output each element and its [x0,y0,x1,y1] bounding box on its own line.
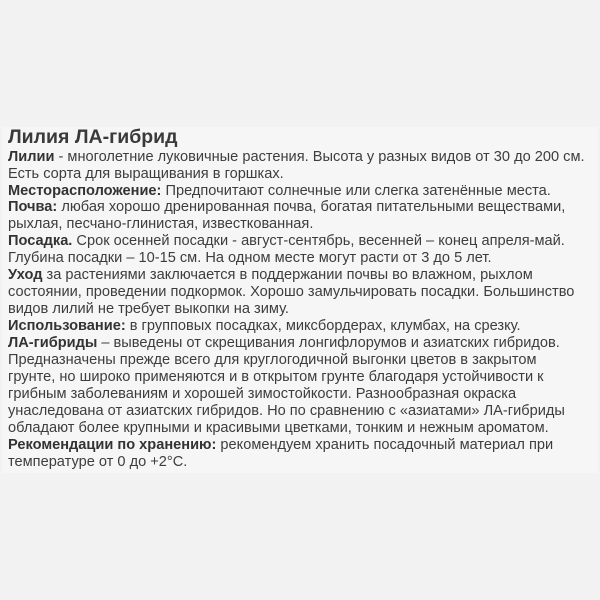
label-lilies: Лилии [8,149,55,165]
paragraph-soil-line-1 [8,199,565,216]
paragraph-planting-line-1 [8,233,565,250]
paragraph-care-line-1 [8,267,533,284]
label-usage: Использование: [8,318,126,334]
paragraph-usage [8,318,521,335]
text: в групповых посадках, миксбордерах, клумбах, на срезку. [125,318,521,334]
label-planting: Посадка. [8,233,73,249]
paragraph-la-hybrids-line-3: грунте, но широко применяются и в открытом грунте благодаря устойчивости к [8,369,544,385]
text: за растениями заключается в поддержании почвы во влажном, рыхлом [42,267,533,283]
paragraph-storage-line-2: температуре от 0 до +2°С. [8,454,188,470]
paragraph-lilies-line-1 [8,149,585,166]
text: – выведены от скрещивания лонгифлорумов и азиатских гибридов. [97,335,560,351]
paragraph-care-line-3: видов лилий не требует выкопки на зиму. [8,301,289,317]
paragraph-soil-line-2: рыхлая, песчано-глинистая, известкованная. [8,216,314,232]
paragraph-planting-line-2: Глубина посадки – 10-15 см. На одном месте могут расти от 3 до 5 лет. [8,250,492,266]
paragraph-la-hybrids-line-1 [8,335,560,352]
text: любая хорошо дренированная почва, богатая питательными веществами, [57,199,566,215]
paragraph-la-hybrids-line-5: унаследована от азиатских гибридов. Но по сравнению с «азиатами» ЛА-гибриды [8,403,565,419]
label-la-hybrids: ЛА-гибриды [8,335,98,351]
text: рекомендуем хранить посадочный материал при [216,437,554,453]
product-title: Лилия ЛА-гибрид [8,126,178,148]
label-soil: Почва: [8,199,58,215]
label-storage: Рекомендации по хранению: [8,437,217,453]
text: - многолетние луковичные растения. Высота у разных видов от 30 до 200 см. [54,149,585,165]
paragraph-la-hybrids-line-6: обладают более крупными и красивыми цветками, тонким и нежным ароматом. [8,420,549,436]
paragraph-care-line-2: состоянии, проведении подкормок. Хорошо замульчировать посадки. Большинство [8,284,575,300]
paragraph-la-hybrids-line-4: грибным заболеваниям и хорошей зимостойкости. Разнообразная окраска [8,386,517,402]
paragraph-storage-line-1 [8,437,553,454]
paragraph-la-hybrids-line-2: Предназначены прежде всего для круглогодичной выгонки цветов в закрытом [8,352,537,368]
text: Предпочитают солнечные или слегка затенённые места. [161,183,551,199]
label-location: Месторасположение: [8,183,162,199]
paragraph-lilies-line-2: Есть сорта для выращивания в горшках. [8,166,284,182]
text: Срок осенней посадки - август-сентябрь, весенней – конец апреля-май. [72,233,565,249]
label-care: Уход [8,267,43,283]
paragraph-location [8,183,551,200]
